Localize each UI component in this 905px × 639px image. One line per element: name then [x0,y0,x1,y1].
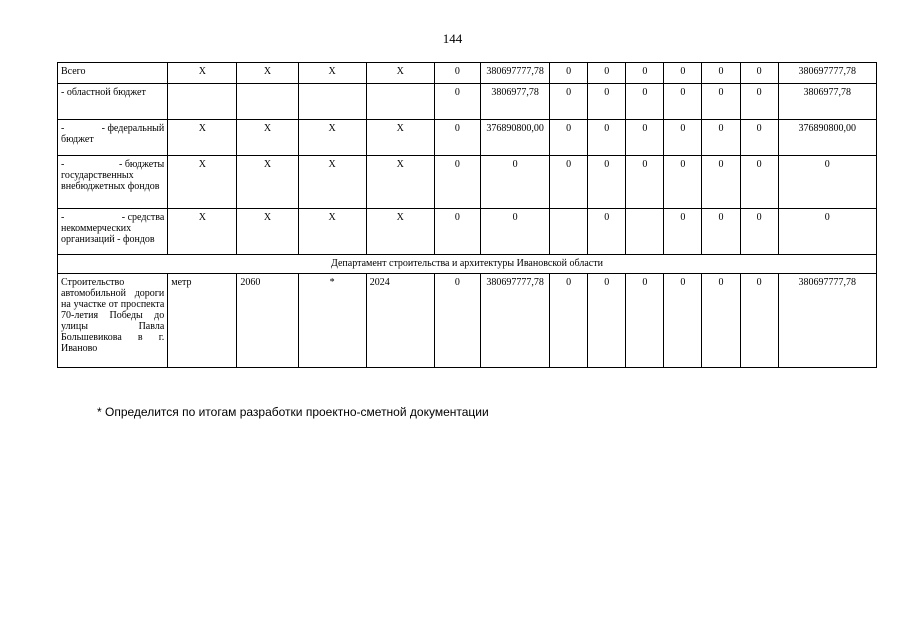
table-cell [626,209,664,255]
table-cell: 0 [550,156,588,209]
row-label-line [61,159,164,170]
table-cell: 0 [434,274,480,368]
row-label [58,156,168,209]
table-cell: X [366,120,434,156]
table-section-header [58,255,877,274]
table-row-regional-budget [58,84,877,120]
row-label-dash: - [61,159,65,170]
table-row-nonprofit-funds [58,209,877,255]
table-cell: 380697777,78 [778,63,876,84]
table-row-project [58,274,877,368]
table-cell: 0 [778,156,876,209]
table-cell: X [168,209,237,255]
project-unit: метр [168,274,237,368]
row-label-line [61,123,164,134]
row-label-tail: государственных внебюджетных фондов [61,170,160,192]
row-label-word: - средства [121,212,165,223]
table-cell: X [237,156,298,209]
table-cell: 0 [702,63,740,84]
table-cell: 0 [664,63,702,84]
row-label [58,209,168,255]
table-cell: 0 [626,84,664,120]
row-label: Всего [58,63,168,84]
table-row-extrabudgetary-funds [58,156,877,209]
table-cell: 0 [702,274,740,368]
table-cell: 0 [588,156,626,209]
table-cell: 0 [740,120,778,156]
table-cell: 0 [588,63,626,84]
table-cell: 0 [434,156,480,209]
row-label: - областной бюджет [58,84,168,120]
row-label-word: - федеральный [101,123,165,134]
table-cell: 3806977,78 [778,84,876,120]
table-cell: 0 [740,274,778,368]
table-cell: 0 [740,84,778,120]
table-cell: 0 [588,84,626,120]
table-cell: 0 [740,209,778,255]
row-label-dash: - [61,212,65,223]
row-label-line [61,212,164,223]
row-label-tail: бюджет [61,134,94,145]
table-cell: 0 [626,120,664,156]
table-row-total [58,63,877,84]
row-label-word: - бюджеты [118,159,165,170]
table-cell [168,84,237,120]
table-cell: 0 [588,274,626,368]
table-cell: 0 [588,120,626,156]
project-cost: * [298,274,366,368]
table-cell: 380697777,78 [778,274,876,368]
table-cell: X [168,156,237,209]
table-cell: 0 [626,156,664,209]
project-year: 2024 [366,274,434,368]
table-cell: 0 [664,274,702,368]
table-cell: 0 [702,120,740,156]
table-cell: 0 [664,84,702,120]
table-cell: 3806977,78 [480,84,549,120]
table-cell: 0 [702,209,740,255]
table-cell: 376890800,00 [480,120,549,156]
table-cell: 0 [480,156,549,209]
table-cell: X [366,209,434,255]
table-cell: X [298,63,366,84]
table-cell [237,84,298,120]
table-cell: 0 [740,63,778,84]
page-number: 144 [442,31,463,46]
table-cell: 0 [434,209,480,255]
table-cell: 380697777,78 [480,274,549,368]
table-cell: 0 [702,84,740,120]
table-cell: X [237,209,298,255]
table-cell: 0 [434,120,480,156]
table-cell: 0 [702,156,740,209]
table-cell: 0 [550,63,588,84]
table-cell: 0 [480,209,549,255]
table-cell: X [168,63,237,84]
table-cell: 0 [740,156,778,209]
table-cell: 0 [434,84,480,120]
section-title: Департамент строительства и архитектуры Ивановской области [58,255,877,274]
row-label-tail: некоммерческих организаций - фондов [61,223,155,245]
table-cell: X [366,156,434,209]
table-cell: 0 [664,120,702,156]
table-cell: 376890800,00 [778,120,876,156]
table-cell: 0 [778,209,876,255]
table-cell: X [237,120,298,156]
table-cell: 0 [434,63,480,84]
project-name: Строительство автомобильной дороги на участке от проспекта 70-летия Победы до улицы Павла Большевикова в г. Иваново [58,274,168,368]
table-cell: X [298,120,366,156]
table-cell: X [366,63,434,84]
table-cell: 0 [664,156,702,209]
table-cell: 0 [550,84,588,120]
table-cell: X [168,120,237,156]
table-cell [298,84,366,120]
table-row-federal-budget [58,120,877,156]
table-cell: 0 [550,120,588,156]
table-cell [550,209,588,255]
table-cell: 0 [626,63,664,84]
project-quantity: 2060 [237,274,298,368]
table-cell: 0 [588,209,626,255]
row-label-dash: - [61,123,65,134]
table-cell: X [237,63,298,84]
table-cell: X [298,209,366,255]
table-cell [366,84,434,120]
footnote: * Определится по итогам разработки проектно-сметной документации [97,405,489,419]
row-label [58,120,168,156]
table-cell: 0 [626,274,664,368]
table-cell: 0 [664,209,702,255]
table-cell: 380697777,78 [480,63,549,84]
table-cell: X [298,156,366,209]
budget-table [57,62,877,368]
table-cell: 0 [550,274,588,368]
